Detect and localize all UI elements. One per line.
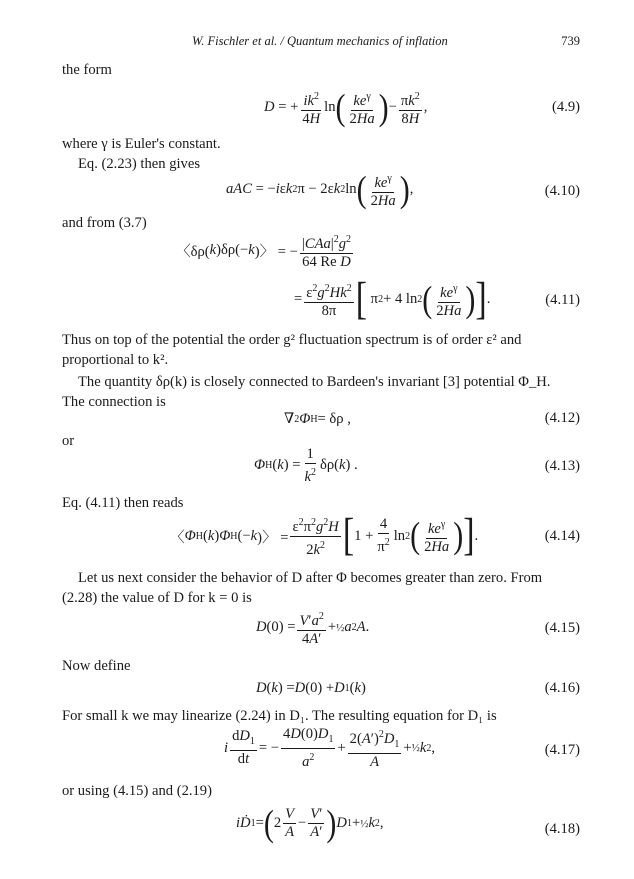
text-proportional: proportional to k². bbox=[62, 352, 169, 368]
text-quantity: The quantity δρ(k) is closely connected to Bardeen's invariant [3] potential Φ_H. bbox=[78, 374, 551, 390]
equation-number: (4.12) bbox=[544, 410, 580, 426]
text-thus: Thus on top of the potential the order g² fluctuation spectrum is of order ε² and bbox=[62, 332, 522, 348]
text-or-using: or using (4.15) and (2.19) bbox=[62, 783, 212, 799]
text-euler: where γ is Euler's constant. bbox=[62, 136, 221, 152]
equation-number: (4.17) bbox=[544, 742, 580, 758]
equation-number: (4.14) bbox=[544, 528, 580, 544]
text-or: or bbox=[62, 433, 75, 449]
equation-4-16: D ( k ) = D (0) + D 1 ( k ) bbox=[256, 680, 366, 696]
equation-number: (4.15) bbox=[544, 620, 580, 636]
equation-4-12: ∇ 2 Φ H = δρ , bbox=[284, 410, 351, 427]
running-title: W. Fischler et al. / Quantum mechanics of inflation bbox=[192, 34, 448, 48]
equation-4-10: aAC = − i ε k 2 π − 2ε k 2 ln ( $ke^\gamma$ 2Ha ) , bbox=[226, 168, 414, 210]
text-value-of-d: (2.28) the value of D for k = 0 is bbox=[62, 590, 252, 606]
equation-number: (4.9) bbox=[552, 99, 580, 115]
equation-4-13: Φ H ( k ) = 1 $k^2$ δρ( k ) . bbox=[254, 446, 358, 485]
equation-4-11-line1: 〈δρ( k )δρ(− k )〉 = − $|CAa|^2g^2$ 64 Re D bbox=[176, 231, 355, 271]
equation-number: (4.11) bbox=[545, 292, 580, 308]
equation-number: (4.18) bbox=[544, 821, 580, 837]
equation-4-9: D = + $ik^2$ 4H ln ( $ke^\gamma$ 2Ha ) − $\pi k^2$ 8H , bbox=[264, 86, 428, 128]
equation-4-14: 〈 Φ H ( k ) Φ H (− k )〉 = $\varepsilon^2\pi^2g^2H$ $2k^2$ [ 1 + 4 $\pi^2$ ln 2 ( $ke^\gamma$ 2Ha ) ] . bbox=[170, 510, 479, 561]
equation-number: (4.10) bbox=[544, 183, 580, 199]
equation-4-11-line2: = $\varepsilon^2g^2Hk^2$ 8π [ π 2 + 4 ln 2 ( $ke^\gamma$ 2Ha ) ] . bbox=[294, 274, 491, 325]
equation-number: (4.13) bbox=[544, 458, 580, 474]
text-eq-reads: Eq. (4.11) then reads bbox=[62, 495, 184, 511]
text-from-3-7: and from (3.7) bbox=[62, 215, 147, 231]
text-connection: The connection is bbox=[62, 394, 166, 410]
text-let-us: Let us next consider the behavior of D after Φ becomes greater than zero. From bbox=[78, 570, 543, 586]
text-for-small-k: For small k we may linearize (2.24) in D₁. The resulting equation for D₁ is bbox=[62, 708, 497, 724]
text-eq-gives: Eq. (2.23) then gives bbox=[78, 156, 200, 172]
text-the-form: the form bbox=[62, 62, 112, 78]
equation-number: (4.16) bbox=[544, 680, 580, 696]
equation-4-18: iḊ 1 = ( 2 V A − V′ A′ ) D 1 + ½ k 2 , bbox=[236, 802, 384, 844]
page-number: 739 bbox=[561, 34, 580, 48]
text-now-define: Now define bbox=[62, 658, 131, 674]
equation-4-15: D (0) = $V'a^2$ 4A′ + ½ a 2 A . bbox=[256, 608, 369, 648]
equation-4-17: i $dD_1$ dt = − $4D(0)D_1$ $a^2$ + $2(A')^2D_1$ A + ½ k 2 , bbox=[224, 726, 435, 770]
